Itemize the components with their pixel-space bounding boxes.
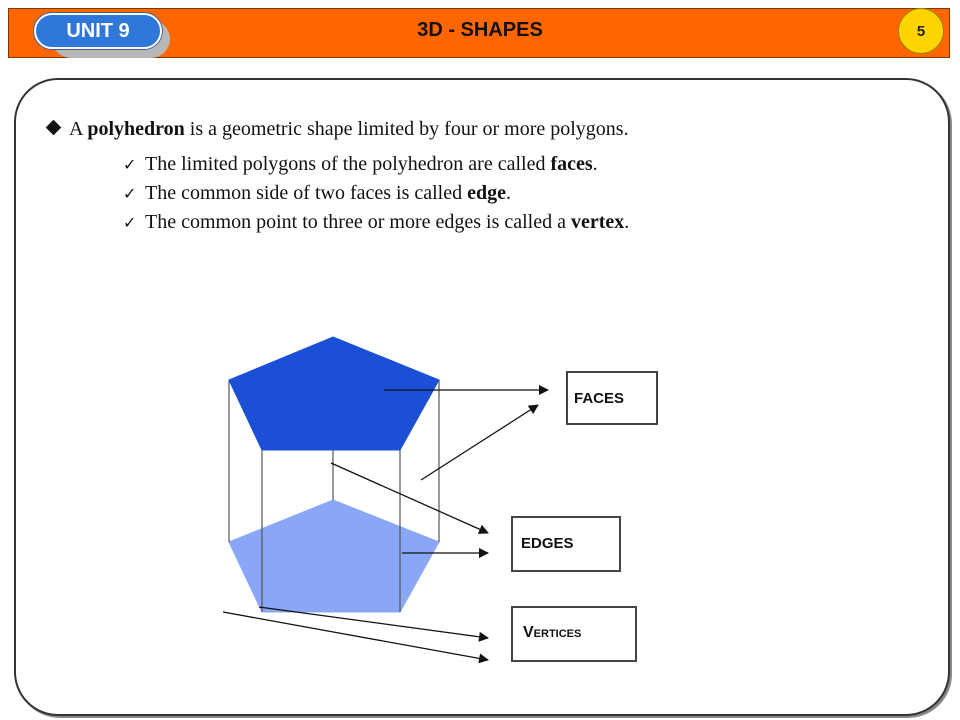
point-end: . bbox=[624, 211, 630, 233]
edges-label: EDGES bbox=[511, 516, 621, 572]
bottom-face bbox=[229, 500, 439, 612]
faces-label: FACES bbox=[566, 371, 658, 425]
point-text: The common side of two faces is called bbox=[145, 182, 468, 204]
intro-prefix: A bbox=[69, 118, 88, 140]
checkmark-icon: ✓ bbox=[123, 186, 137, 203]
checkmark-icon: ✓ bbox=[123, 157, 137, 174]
vertices-label-text: Vertices bbox=[523, 624, 582, 641]
point-term: vertex bbox=[570, 211, 625, 233]
point-term: faces bbox=[550, 153, 593, 175]
point-text: The common point to three or more edges is called a bbox=[145, 211, 571, 233]
point-end: . bbox=[506, 182, 512, 204]
arrow-to-vertices bbox=[223, 612, 488, 660]
point-end: . bbox=[592, 153, 598, 175]
page-number-badge: 5 bbox=[898, 8, 944, 54]
point-text: The limited polygons of the polyhedron are called bbox=[145, 153, 551, 175]
vertices-label bbox=[511, 606, 637, 662]
page-title: 3D - SHAPES bbox=[417, 19, 543, 41]
intro-suffix: is a geometric shape limited by four or more polygons. bbox=[184, 118, 629, 140]
point-term: edge bbox=[467, 182, 507, 204]
checkmark-icon: ✓ bbox=[123, 215, 137, 232]
intro-term: polyhedron bbox=[87, 118, 185, 140]
top-face bbox=[229, 337, 439, 450]
unit-badge: UNIT 9 bbox=[34, 13, 162, 49]
